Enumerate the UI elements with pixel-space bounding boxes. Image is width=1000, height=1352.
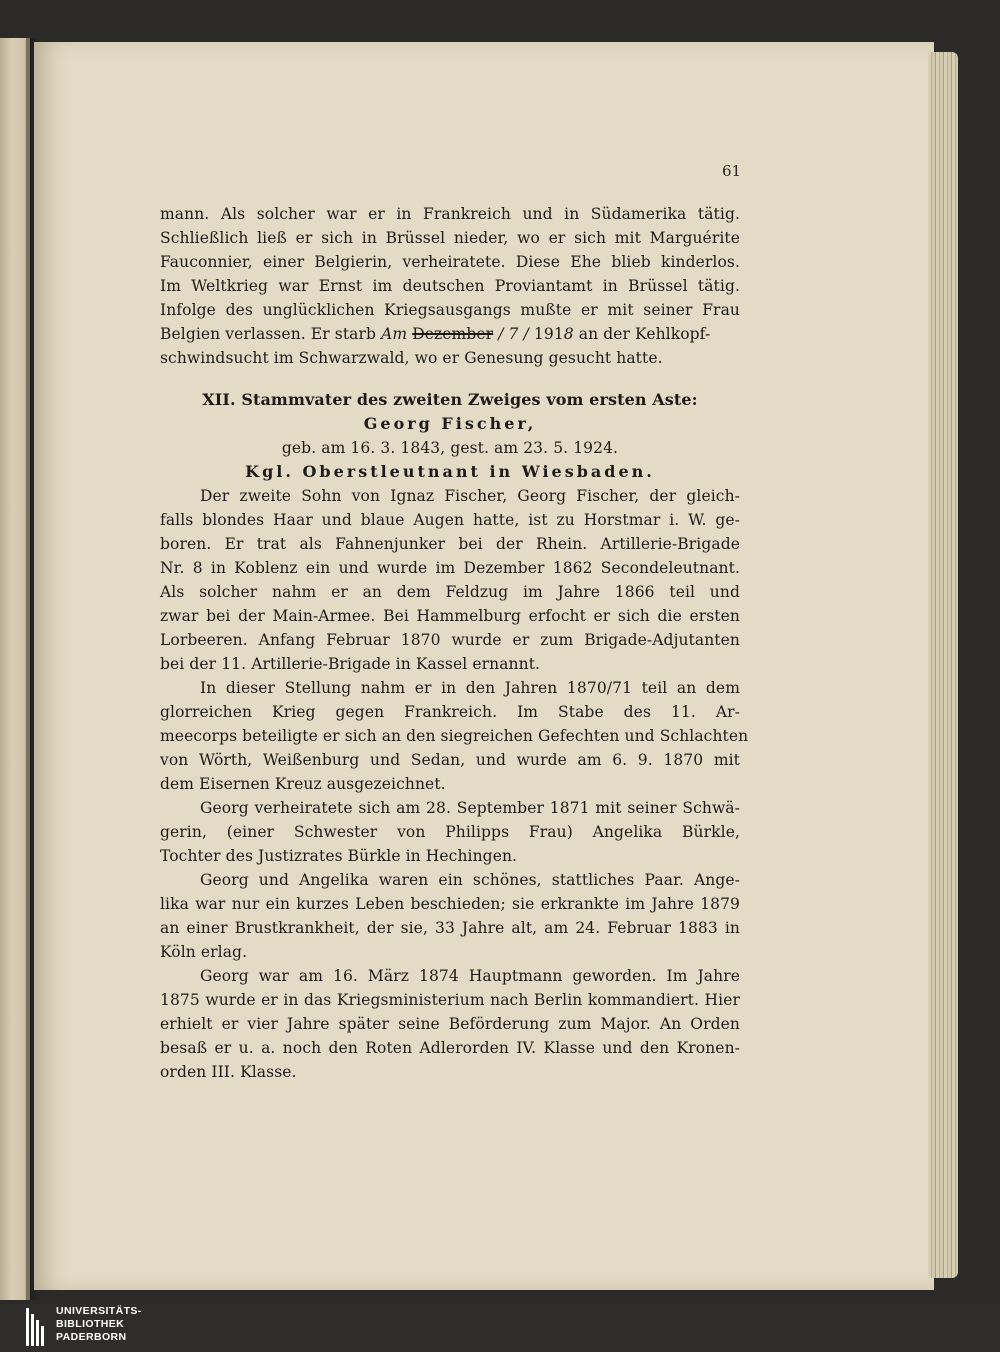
text-line: falls blondes Haar und blaue Augen hatte, ist zu Horstmar i. W. ge- — [160, 511, 740, 529]
year-text: 191 — [533, 325, 564, 343]
page-text — [160, 202, 749, 1084]
text-line-with-annotation — [160, 322, 740, 346]
text-line: schwindsucht im Schwarzwald, wo er Genesung gesucht hatte. — [160, 349, 663, 367]
text-line: 1875 wurde er in das Kriegsministerium nach Berlin kommandiert. Hier — [160, 991, 740, 1009]
text-line: boren. Er trat als Fahnenjunker bei der Rhein. Artillerie-Brigade — [160, 535, 740, 553]
text-line: Nr. 8 in Koblenz ein und wurde im Dezember 1862 Secondeleutnant. — [160, 559, 740, 577]
text-line: dem Eisernen Kreuz ausgezeichnet. — [160, 775, 446, 793]
handwritten-annotation: Am — [381, 325, 408, 343]
text-line: bei der 11. Artillerie-Brigade in Kassel ernannt. — [160, 655, 541, 673]
text-line: Tochter des Justizrates Bürkle in Hechingen. — [160, 847, 518, 865]
logo-line: PADERBORN — [56, 1331, 127, 1343]
person-title: Kgl. Oberstleutnant in Wiesbaden. — [245, 462, 655, 481]
text-line: In dieser Stellung nahm er in den Jahren 1870/71 teil an dem — [200, 679, 740, 697]
text-line: erhielt er vier Jahre später seine Beförderung zum Major. An Orden — [160, 1015, 740, 1033]
handwritten-digit: 8 — [563, 325, 574, 343]
text-line: Lorbeeren. Anfang Februar 1870 wurde er zum Brigade-Adjutanten — [160, 631, 740, 649]
text-line: meecorps beteiligte er sich an den siegreichen Gefechten und Schlachten — [160, 727, 749, 745]
library-logo-icon — [26, 1306, 50, 1348]
library-logo-text — [56, 1305, 142, 1344]
text-line: von Wörth, Weißenburg und Sedan, und wurde am 6. 9. 1870 mit — [160, 751, 740, 769]
text-line: an einer Brustkrankheit, der sie, 33 Jahre alt, am 24. Februar 1883 in — [160, 919, 740, 937]
text-line: Infolge des unglücklichen Kriegsausgangs mußte er mit seiner Frau — [160, 301, 740, 319]
text-line: Fauconnier, einer Belgierin, verheiratete. Diese Ehe blieb kinderlos. — [160, 253, 740, 271]
section-heading: XII. Stammvater des zweiten Zweiges vom ersten Aste: — [202, 390, 698, 409]
page-number: 61 — [722, 162, 742, 180]
text-line: besaß er u. a. noch den Roten Adlerorden IV. Klasse und den Kronen- — [160, 1039, 740, 1057]
logo-line: BIBLIOTHEK — [56, 1318, 125, 1330]
text-line: Köln erlag. — [160, 943, 248, 961]
text-fragment: an der Kehlkopf- — [573, 325, 711, 343]
page-stack-edges — [928, 52, 958, 1278]
struck-word: Dezember — [412, 325, 494, 343]
text-line: Der zweite Sohn von Ignaz Fischer, Georg Fischer, der gleich- — [200, 487, 740, 505]
section-gap — [160, 370, 740, 388]
person-name: Georg Fischer, — [363, 414, 537, 433]
text-line: glorreichen Krieg gegen Frankreich. Im Stabe des 11. Ar- — [160, 703, 740, 721]
text-line: lika war nur ein kurzes Leben beschieden; sie erkrankte im Jahre 1879 — [160, 895, 740, 913]
text-line: Als solcher nahm er an dem Feldzug im Jahre 1866 teil und — [160, 583, 740, 601]
logo-line: UNIVERSITÄTS- — [56, 1305, 142, 1317]
text-line: zwar bei der Main-Armee. Bei Hammelburg erfocht er sich die ersten — [160, 607, 740, 625]
handwritten-month: / 7 / — [498, 325, 529, 343]
text-line: orden III. Klasse. — [160, 1063, 297, 1081]
text-line: Georg und Angelika waren ein schönes, stattliches Paar. Ange- — [200, 871, 740, 889]
text-line: Georg war am 16. März 1874 Hauptmann geworden. Im Jahre — [200, 967, 740, 985]
text-line: Schließlich ließ er sich in Brüssel nieder, wo er sich mit Marguérite — [160, 229, 740, 247]
footer-bar — [0, 1304, 1000, 1352]
text-fragment: Belgien verlassen. Er starb — [160, 325, 382, 343]
text-line: Georg verheiratete sich am 28. September 1871 mit seiner Schwä- — [200, 799, 740, 817]
text-line: Im Weltkrieg war Ernst im deutschen Proviantamt in Brüssel tätig. — [160, 277, 740, 295]
person-dates: geb. am 16. 3. 1843, gest. am 23. 5. 1924. — [281, 439, 619, 457]
text-line: gerin, (einer Schwester von Philipps Frau) Angelika Bürkle, — [160, 823, 740, 841]
text-line: mann. Als solcher war er in Frankreich und in Südamerika tätig. — [160, 205, 740, 223]
